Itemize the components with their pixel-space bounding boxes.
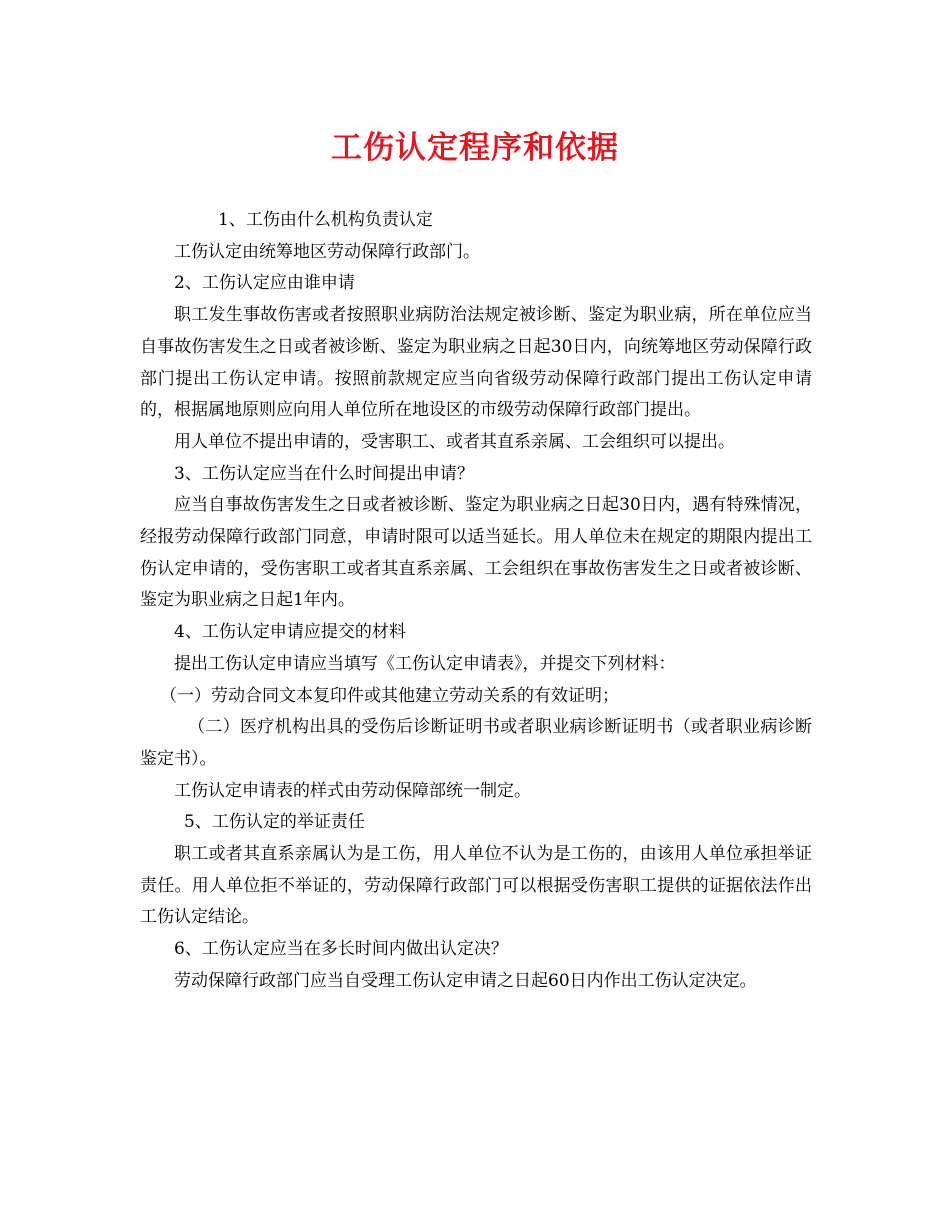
paragraph: 职工或者其直系亲属认为是工伤，用人单位不认为是工伤的，由该用人单位承担举证责任。用人单位拒不举证的，劳动保障行政部门可以根据受伤害职工提供的证据依法作出工伤认定结论。 [140,844,812,928]
section-heading-1: 1、工伤由什么机构负责认定 [218,210,433,230]
section-heading-6: 6、工伤认定应当在多长时间内做出认定决？ [174,939,508,960]
paragraph: 应当自事故伤害发生之日或者被诊断、鉴定为职业病之日起30日内，遇有特殊情况，经报劳动保障行政部门同意，申请时限可以适当延长。用人单位未在规定的期限内提出工伤认定申请的，受伤害职工或者其直系亲属、工会组织在事故伤害发生之日或者被诊断、鉴定为职业病之日起1年内。 [140,495,812,611]
paragraph: 工伤认定申请表的样式由劳动保障部统一制定。 [174,780,531,801]
list-item-2: （二）医疗机构出具的受伤后诊断证明书或者职业病诊断证明书（或者职业病诊断鉴定书）。 [140,717,812,769]
paragraph: 用人单位不提出申请的，受害职工、或者其直系亲属、工会组织可以提出。 [174,431,735,452]
paragraph: 劳动保障行政部门应当自受理工伤认定申请之日起60日内作出工伤认定决定。 [174,970,757,991]
section-heading-3: 3、工伤认定应当在什么时间提出申请？ [174,463,474,484]
paragraph: 工伤认定由统筹地区劳动保障行政部门。 [174,241,480,262]
paragraph: 职工发生事故伤害或者按照职业病防治法规定被诊断、鉴定为职业病，所在单位应当自事故伤害发生之日或者被诊断、鉴定为职业病之日起30日内，向统筹地区劳动保障行政部门提出工伤认定申请。按照前款规定应当向省级劳动保障行政部门提出工伤认定申请的，根据属地原则应向用人单位所在地设区的市级劳动保障行政部门提出。 [140,305,812,421]
document-title: 工伤认定程序和依据 [331,130,619,166]
section-heading-5: 5、工伤认定的举证责任 [184,812,365,833]
section-heading-4: 4、工伤认定申请应提交的材料 [174,622,406,643]
paragraph: 提出工伤认定申请应当填写《工伤认定申请表》，并提交下列材料： [174,653,676,674]
list-item-1: （一）劳动合同文本复印件或其他建立劳动关系的有效证明； [160,685,619,706]
section-heading-2: 2、工伤认定应由谁申请 [174,273,355,294]
document-body [140,205,812,998]
